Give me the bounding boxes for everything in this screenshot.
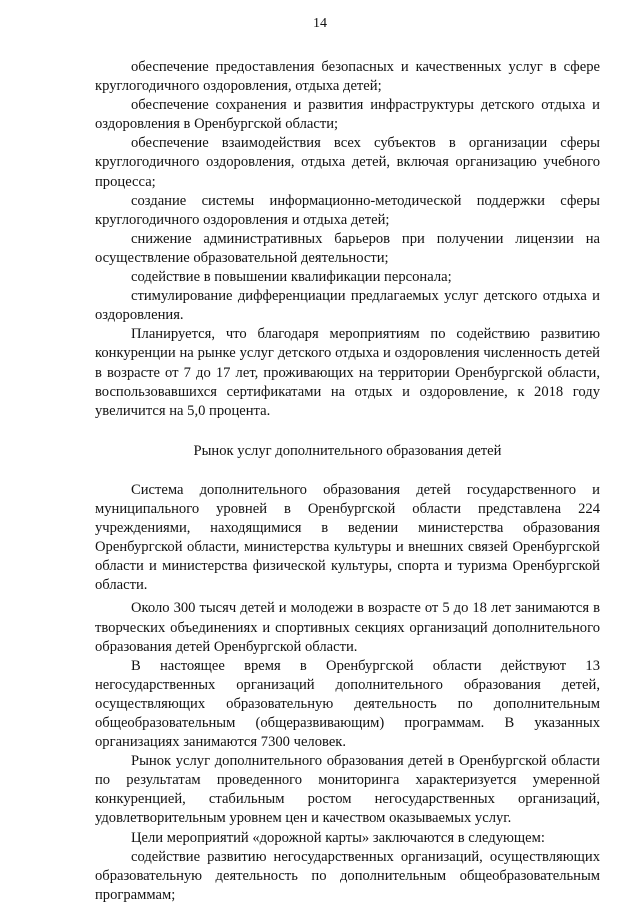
page-number: 14 [313,16,327,31]
paragraph: обеспечение взаимодействия всех субъектов в организации сферы круглогодичного оздоровления, отдыха детей, включая организацию учебного процесса; [95,135,600,190]
document-body [95,58,600,905]
paragraph: Около 300 тысяч детей и молодежи в возрасте от 5 до 18 лет занимаются в творческих объединениях и спортивных секциях организаций дополнительного образования детей Оренбургской области. [95,600,600,655]
paragraph: В настоящее время в Оренбургской области действуют 13 негосударственных организаций дополнительного образования детей, осуществляющих образовательную деятельность по дополнительным общеобразовательным (общеразвивающим) программам. В указанных организациях занимаются 7300 человек. [95,657,600,751]
paragraph: Рынок услуг дополнительного образования детей в Оренбургской области по результатам проведенного мониторинга характеризуется умеренной конкуренцией, стабильным ростом негосударственных организаций, удовлетворительным уровнем цен и качеством оказываемых услуг. [95,753,600,827]
paragraph: снижение административных барьеров при получении лицензии на осуществление образовательной деятельности; [95,230,600,266]
paragraph: Планируется, что благодаря мероприятиям по содействию развитию конкуренции на рынке услуг детского отдыха и оздоровления численность детей в возрасте от 7 до 17 лет, проживающих на территории Оренбургской области, воспользовавшихся сертификатами на отдых и оздоровление, к 2018 году увеличится на 5,0 процента. [95,326,600,419]
section-heading: Рынок услуг дополнительного образования детей [193,442,502,459]
paragraph: обеспечение предоставления безопасных и качественных услуг в сфере круглогодичного оздоровления, отдыха детей; [95,59,600,95]
paragraph: обеспечение сохранения и развития инфраструктуры детского отдыха и оздоровления в Оренбургской области; [95,97,600,133]
paragraph: Цели мероприятий «дорожной карты» заключаются в следующем: [131,829,545,846]
paragraph: содействие в повышении квалификации персонала; [131,269,452,286]
paragraph: содействие развитию негосударственных организаций, осуществляющих образовательную деятельность по дополнительным общеобразовательным программам; [95,848,600,903]
paragraph: Система дополнительного образования детей государственного и муниципального уровней в Оренбургской области представлена 224 учреждениями, находящимися в ведении министерства образования Оренбургской области, министерства культуры и внешних связей Оренбургской области и министерства физической культуры, спорта и туризма Оренбургской области. [95,481,600,594]
paragraph: создание системы информационно-методической поддержки сферы круглогодичного оздоровления и отдыха детей; [95,192,600,228]
paragraph: стимулирование дифференциации предлагаемых услуг детского отдыха и оздоровления. [95,288,600,324]
